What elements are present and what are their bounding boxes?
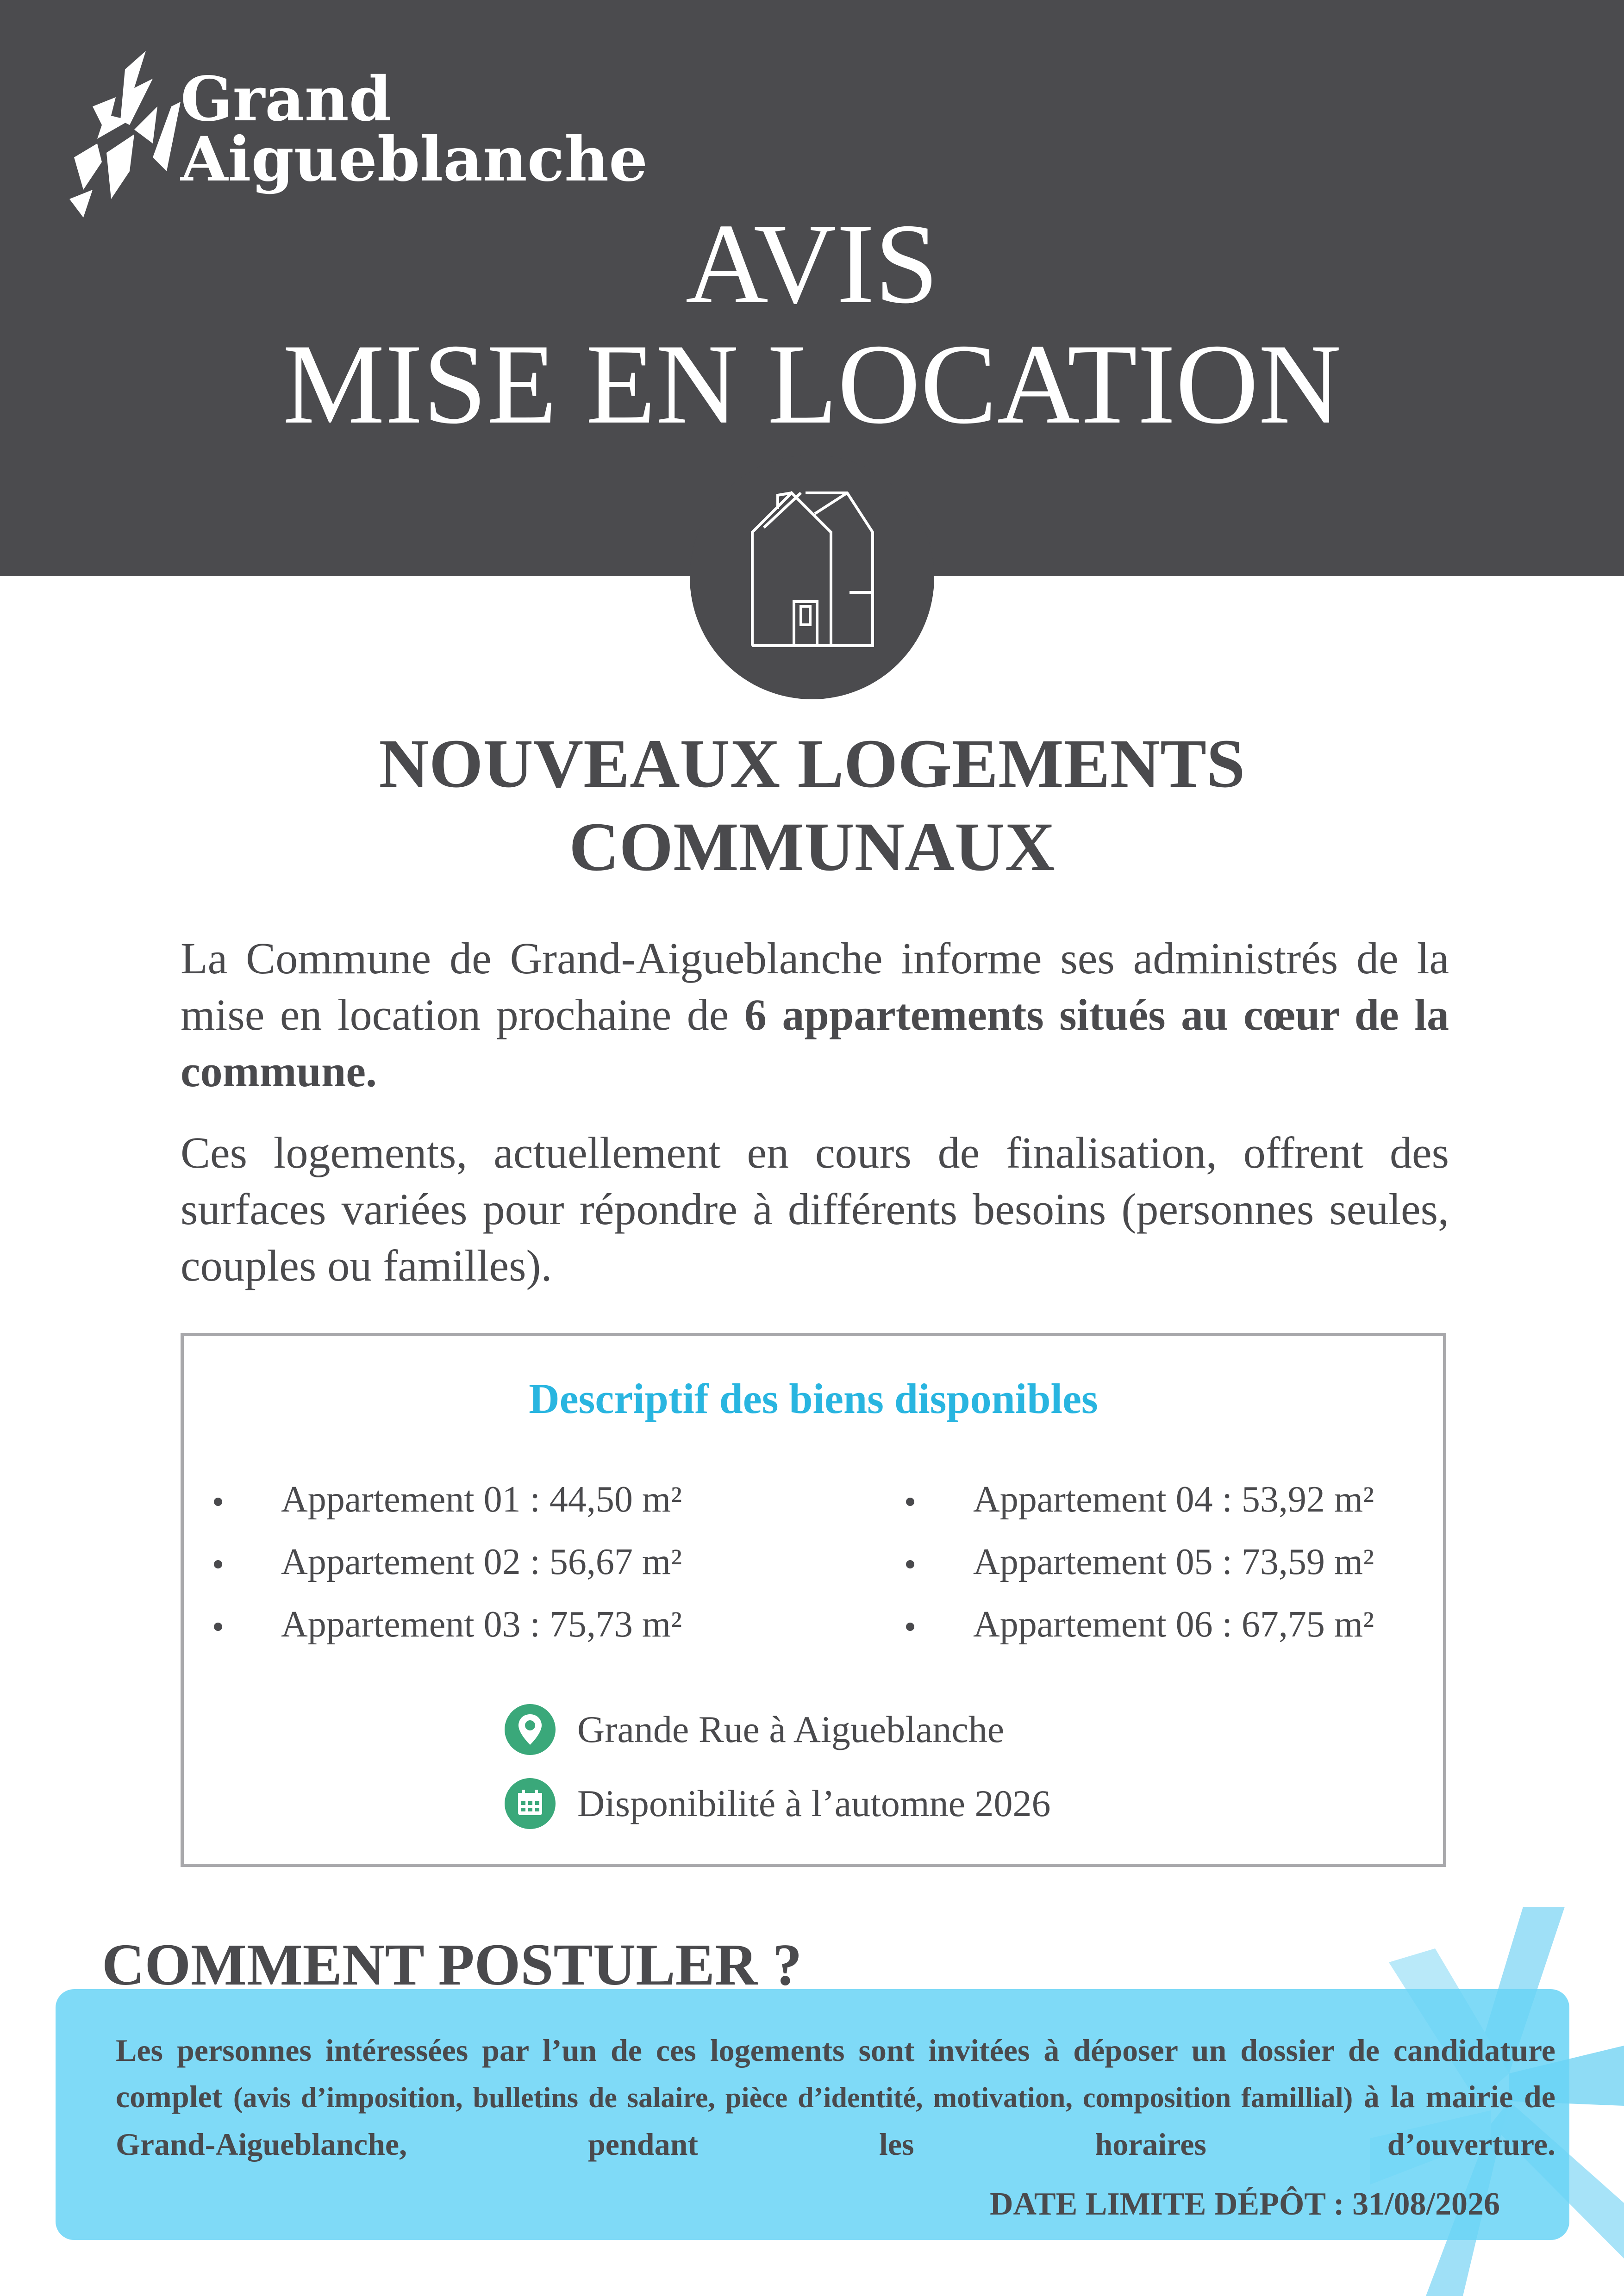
intro-text: La Commune de Grand-Aigueblanche informe ses administrés de la mise en location prochaine de bbox=[181, 933, 1449, 1039]
availability-text: Disponibilité à l’automne 2026 bbox=[577, 1782, 1051, 1824]
apply-text-start: Les personnes intéressées par l’un de ces logements sont invitées à déposer un dossier de candidature complet bbox=[116, 2033, 1555, 2114]
subtitle-line2: COMMUNAUX bbox=[569, 809, 1055, 885]
title-avis: AVIS bbox=[685, 200, 939, 327]
apartment-item: Appartement 02 : 56,67 m² bbox=[281, 1542, 682, 1582]
calendar-icon bbox=[505, 1778, 556, 1829]
location-text: Grande Rue à Aigueblanche bbox=[577, 1708, 1005, 1750]
bullet-icon bbox=[214, 1560, 222, 1568]
house-icon bbox=[750, 491, 875, 648]
apply-text-end: à la mairie de Grand-Aigueblanche, pendant les horaires d’ouverture. bbox=[116, 2079, 1555, 2162]
intro-bold-text: 6 appartements situés au cœur de la commune. bbox=[181, 990, 1449, 1096]
logo-mark-icon bbox=[65, 51, 190, 218]
title-mise-en-location: MISE EN LOCATION bbox=[282, 320, 1342, 448]
property-description-box bbox=[181, 1333, 1446, 1867]
map-pin-icon bbox=[505, 1704, 556, 1755]
deadline-text: DATE LIMITE DÉPÔT : 31/08/2026 bbox=[990, 2186, 1500, 2222]
intro-paragraph bbox=[181, 930, 1449, 1100]
subtitle-line1: NOUVEAUX LOGEMENTS bbox=[379, 725, 1245, 802]
logo-text bbox=[181, 63, 648, 195]
bullet-icon bbox=[906, 1560, 914, 1568]
bullet-icon bbox=[906, 1623, 914, 1631]
apartment-item: Appartement 06 : 67,75 m² bbox=[973, 1604, 1374, 1645]
apartment-item: Appartement 01 : 44,50 m² bbox=[281, 1479, 682, 1520]
bullet-icon bbox=[906, 1498, 914, 1506]
details-paragraph: Ces logements, actuellement en cours de finalisation, offrent des surfaces variées pour répondre à différents besoins (personnes seules, couples ou familles). bbox=[181, 1128, 1449, 1290]
commune-logo bbox=[65, 51, 667, 227]
bullet-icon bbox=[214, 1623, 222, 1631]
apartment-item: Appartement 05 : 73,59 m² bbox=[973, 1542, 1374, 1582]
apply-panel bbox=[56, 1989, 1569, 2240]
apartment-item: Appartement 03 : 75,73 m² bbox=[281, 1604, 682, 1645]
box-title: Descriptif des biens disponibles bbox=[529, 1375, 1098, 1422]
apply-instructions bbox=[116, 2027, 1555, 2167]
apply-heading: COMMENT POSTULER ? bbox=[102, 1932, 802, 1997]
section-subtitle bbox=[0, 722, 1624, 889]
apply-documents-list: (avis d’imposition, bulletins de salaire, pièce d’identité, motivation, composition famillial) bbox=[233, 2082, 1353, 2114]
apartment-item: Appartement 04 : 53,92 m² bbox=[973, 1479, 1374, 1520]
logo-line1: Grand bbox=[181, 63, 392, 135]
bullet-icon bbox=[214, 1498, 222, 1506]
logo-line2: Aigueblanche bbox=[181, 124, 648, 195]
